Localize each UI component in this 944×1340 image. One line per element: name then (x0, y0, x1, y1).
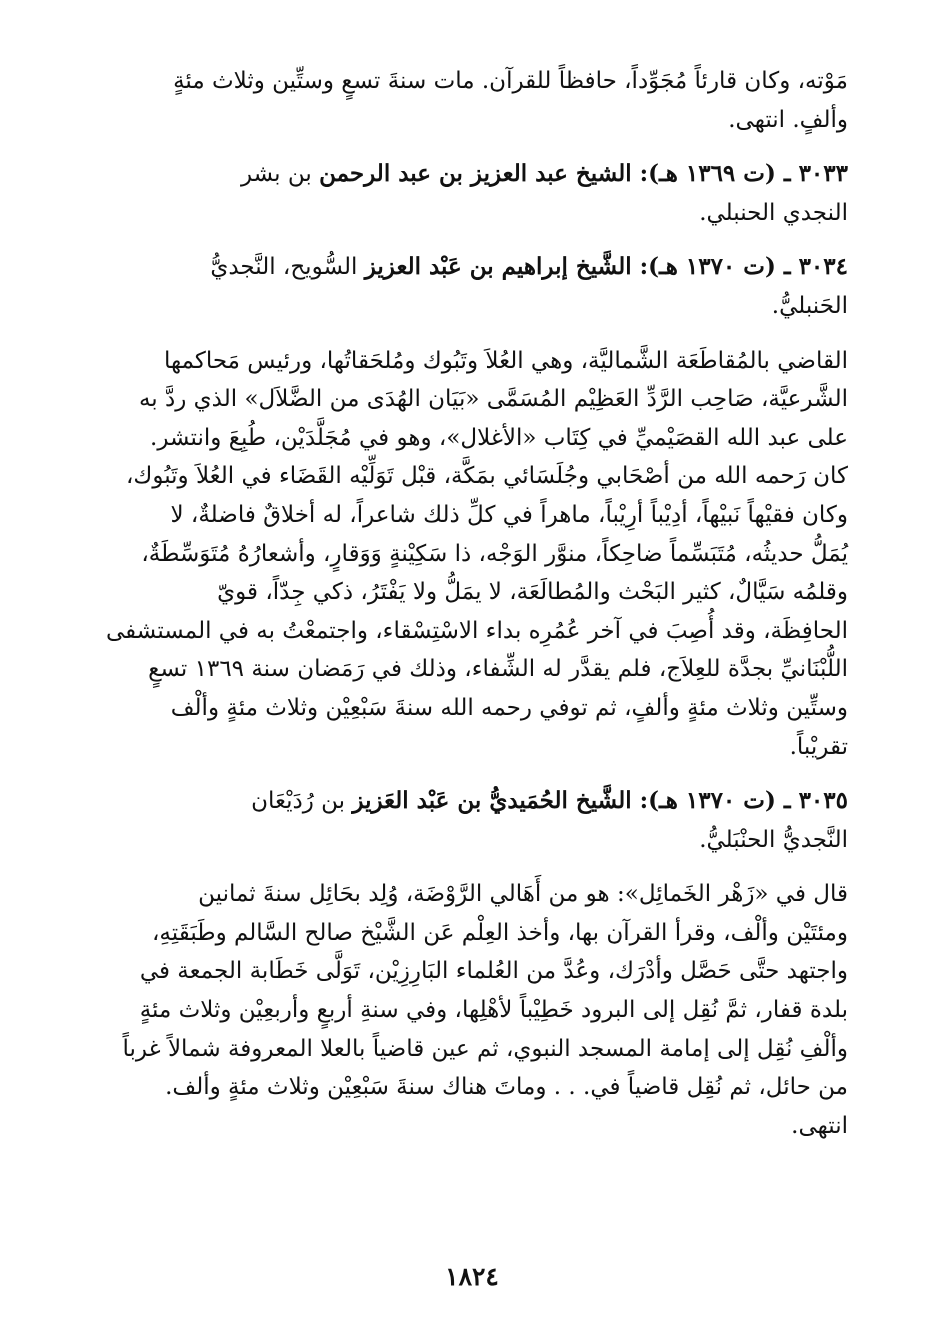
entry-heading-line (100, 782, 848, 821)
text-line: كان رَحمه الله من أصْحَابي وجُلَسَائي بمَكَّة، قبْل تَوَلِّيْه القَضَاء في العُلاَ وتَبُوك، (125, 463, 848, 490)
text-line: النَّجديُّ الحنْبَليُّ. (699, 826, 848, 853)
text-line: الشَّرعيَّة، صَاحِب الرَّدِّ العَظِيْم المُسَمَّى «بَيَان الهُدَى من الضَّلاَل» الذي ردَّ به (138, 386, 848, 413)
entry-heading-line (100, 155, 848, 194)
text-line: انتهى. (791, 1112, 848, 1139)
entry-3033 (100, 155, 848, 232)
entry-3034 (100, 248, 848, 325)
entry-heading: ٣٠٣٥ ـ (ت ١٣٧٠ هـ): الشَّيخ الحُمَيديُّ بن عَبْد العَزيز (352, 787, 848, 815)
text-line: وألْفِ نُقِل إلى إمامة المسجد النبوي، ثم عين قاضياً بالعلا المعروفة شمالاً غرباً (122, 1035, 848, 1062)
entry-3035 (100, 782, 848, 859)
page-number: ١٨٢٤ (445, 1262, 499, 1291)
text-line: تقريْباً. (789, 733, 848, 760)
text-line: ومئتَيْن وألْف، وقرأ القرآن بها، وأخذ العِلْم عَن الشَّيْخ صالح السَّالم وطَبَقَتِهِ، (152, 919, 848, 946)
text-line: واجتهد حتَّى حَصَّل وأدْرَك، وعُدَّ من العُلماء البَارِزِيْن، تَوَلَّى خَطَابة الجمعة في (139, 958, 848, 985)
entry-heading-rest: بن رُدَيْعَان (251, 788, 353, 815)
text-line: النجدي الحنبلي. (699, 199, 848, 226)
entry-heading: ٣٠٣٣ ـ (ت ١٣٦٩ هـ): الشيخ عبد العزيز بن عبد الرحمن (319, 160, 848, 188)
text-line: قال في «زَهْر الخَمائِل»: هو من أَهَالي الرَّوْضَة، وُلِد بحَائِل سنةَ ثمانين (198, 881, 848, 908)
text-line: مَوْته، وكان قارئاً مُجَوِّداً، حافظاً للقرآن. مات سنةَ تسعٍ وستِّين وثلاث مئةٍ (173, 68, 848, 94)
text-line: الحَنبليُّ. (771, 292, 848, 319)
entry-heading-line (100, 248, 848, 287)
text-line: وستِّين وثلاث مئةٍ وألفٍ، ثم توفي رحمه الله سنةَ سَبْعِيْن وثلاث مئةٍ وألْف (170, 694, 848, 721)
text-line: وألفٍ. انتهى. (728, 106, 848, 133)
entry-heading-rest: بن بشر (240, 161, 320, 188)
entry-3035-body (100, 875, 848, 1145)
entry-heading: ٣٠٣٤ ـ (ت ١٣٧٠ هـ): الشَّيخ إبراهيم بن عَبْد العزيز (364, 253, 848, 281)
text-line: بلدة قفار، ثمَّ نُقِل إلى البرود خَطِيْباً لأهْلِها، وفي سنةِ أربعٍ وأربعِيْن وثلاث مئةٍ (139, 997, 848, 1024)
text-line: اللُّبْنَانيِّ بجدَّة للعِلاَج، فلم يقدَّر له الشِّفاء، وذلك في رَمَضان سنة ١٣٦٩ تسعٍ (148, 656, 848, 683)
text-line: وقلمُه سَيَّالٌ، كثير البَحْث والمُطالَعَة، لا يمَلُّ ولا يَفْتَرُ، ذكي جِدّاً، قويّ (217, 579, 848, 606)
text-line: القاضي بالمُقاطَعَة الشَّماليَّة، وهي العُلاَ وتَبُوك ومُلحَقاتُها، ورئيس مَحاكمها (163, 347, 848, 374)
entry-3034-body (100, 342, 848, 767)
text-line: وكان فقيْهاً نَبيْهاً، أدِيْباً أرِيْباً، ماهراً في كلِّ ذلك شاعراً، له أخلاقٌ فاضلةٌ، لا (170, 501, 848, 528)
paragraph-continuation (100, 62, 848, 139)
text-line: على عبد الله القصَيْميِّ في كِتَاب «الأغلال»، وهو في مُجَلَّدَيْن، طُبِعَ وانتشر. (150, 424, 848, 451)
text-line: الحافِظَة، وقد أُصِبَ في آخر عُمُرِه بداء الاسْتِسْقاء، واجتمعْتُ به في المستشفى (106, 617, 848, 644)
text-line: من حائل، ثم نُقِل قاضياً في. . . وماتَ هناك سنةَ سَبْعِيْن وثلاث مئةٍ وألف. (165, 1074, 848, 1101)
text-line: يُمَلُّ حديثُه، مُتَبَسِّماً ضاحِكاً، منوَّر الوَجْه، ذا سَكِيْنةٍ وَوَقارٍ، وأشعارُهُ مُتَوَسِّطَةٌ، (141, 540, 848, 567)
entry-heading-rest: السُّويح، النَّجديُّ (210, 254, 365, 281)
